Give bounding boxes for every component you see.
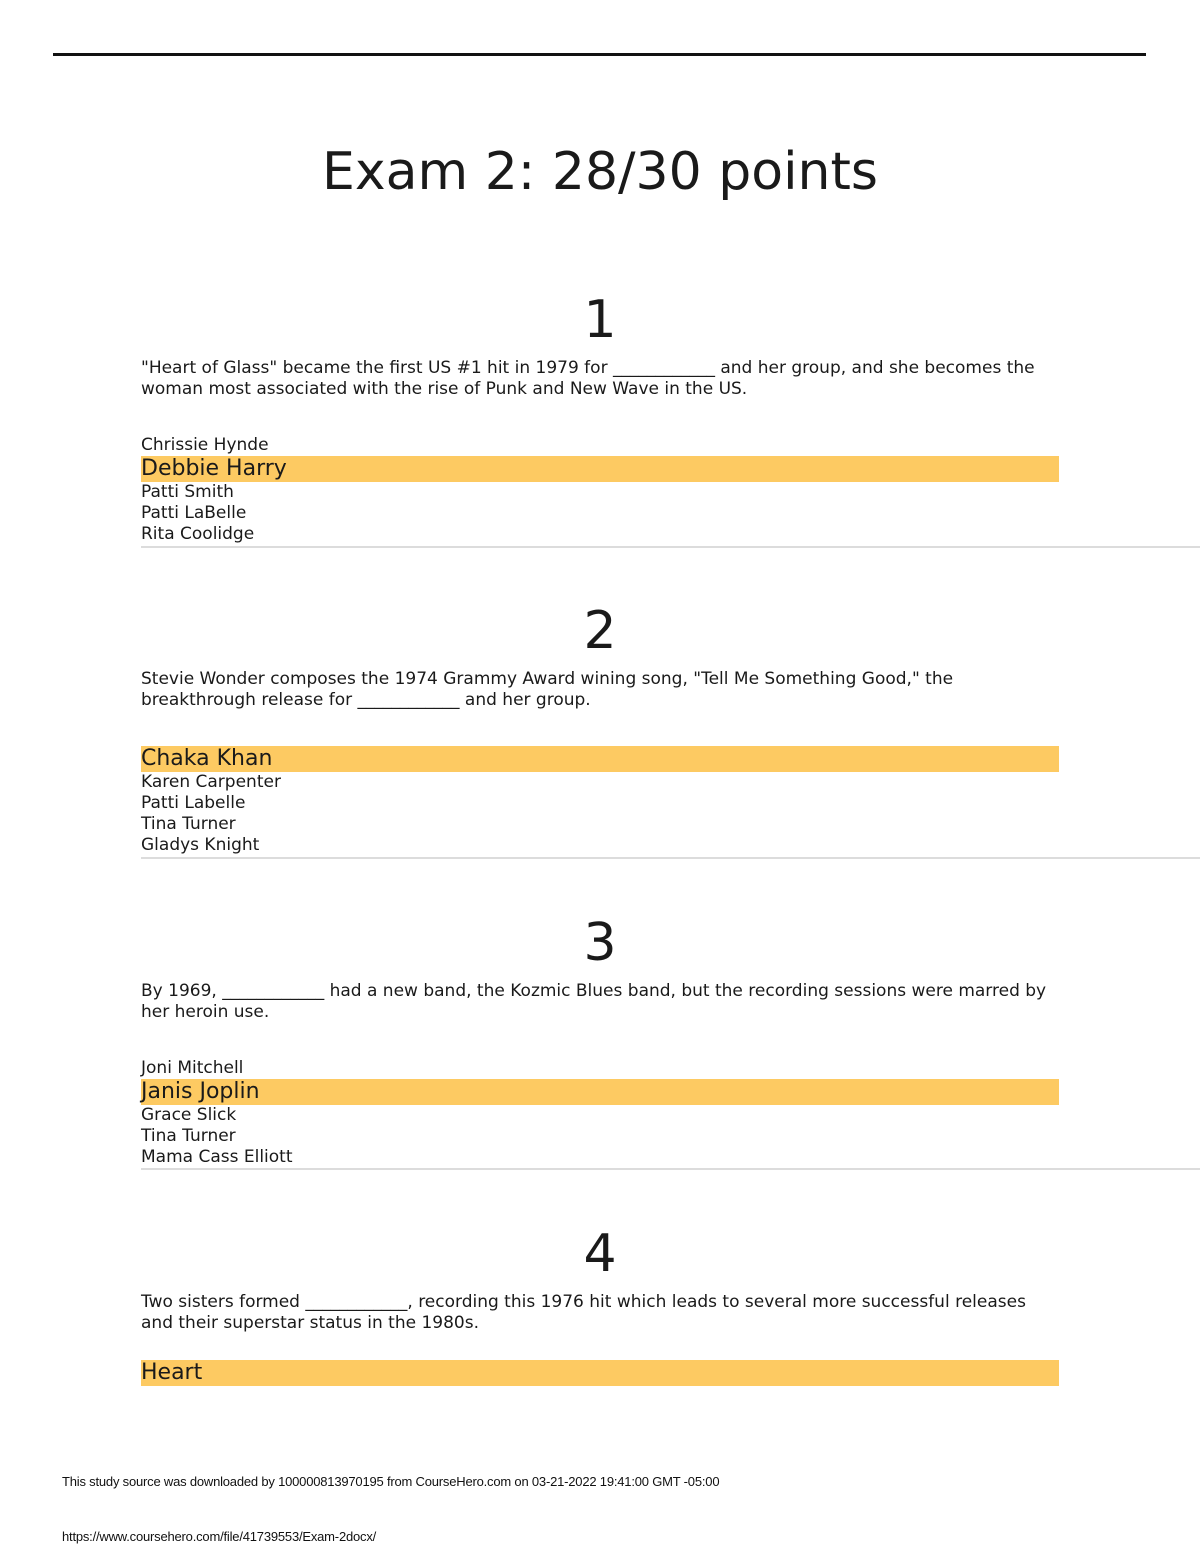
answer-option: Patti Smith (141, 482, 234, 502)
answer-options (141, 435, 1200, 545)
answer-option: Patti Labelle (141, 793, 246, 813)
selected-answer-option: Chaka Khan (141, 746, 1059, 772)
selected-answer-option: Debbie Harry (141, 456, 1059, 482)
answer-option: Patti LaBelle (141, 503, 247, 523)
question-text: Two sisters formed ____________, recording this 1976 hit which leads to several more successful releases and their superstar status in the 1980s. (141, 1292, 1026, 1333)
answer-option: Gladys Knight (141, 835, 260, 855)
question-divider (141, 546, 1200, 548)
question-number: 4 (583, 1224, 617, 1284)
question-divider (141, 857, 1200, 859)
answer-option: Rita Coolidge (141, 524, 255, 544)
source-url-link[interactable]: https://www.coursehero.com/file/41739553/Exam-2docx/ (62, 1529, 377, 1544)
question-number: 3 (583, 913, 617, 973)
question-text: Stevie Wonder composes the 1974 Grammy Award wining song, "Tell Me Something Good," the breakthrough release for ____________ and her group. (141, 669, 954, 710)
question-2 (141, 601, 1200, 856)
answer-options (141, 1360, 1200, 1386)
question-3 (141, 913, 1200, 1168)
question-1 (141, 290, 1200, 545)
question-number: 2 (583, 601, 617, 661)
answer-options (141, 746, 1200, 856)
answer-option: Joni Mitchell (141, 1058, 244, 1078)
question-4 (141, 1224, 1200, 1386)
answer-option: Grace Slick (141, 1105, 237, 1125)
answer-option: Chrissie Hynde (141, 435, 269, 455)
page-title: Exam 2: 28/30 points (322, 142, 878, 202)
question-text: By 1969, ____________ had a new band, the Kozmic Blues band, but the recording sessions were marred by her heroin use. (141, 981, 1047, 1022)
top-rule (53, 53, 1146, 56)
answer-option: Tina Turner (141, 814, 236, 834)
question-number: 1 (583, 290, 617, 350)
download-notice: This study source was downloaded by 100000813970195 from CourseHero.com on 03-21-2022 19:41:00 GMT -05:00 (62, 1474, 720, 1489)
question-divider (141, 1168, 1200, 1170)
answer-options (141, 1058, 1200, 1168)
answer-option: Tina Turner (141, 1126, 236, 1146)
answer-option: Karen Carpenter (141, 772, 281, 792)
selected-answer-option: Heart (141, 1360, 1059, 1386)
question-text: "Heart of Glass" became the first US #1 hit in 1979 for ____________ and her group, and she becomes the woman most associated with the rise of Punk and New Wave in the US. (141, 358, 1035, 399)
selected-answer-option: Janis Joplin (141, 1079, 1059, 1105)
answer-option: Mama Cass Elliott (141, 1147, 293, 1167)
